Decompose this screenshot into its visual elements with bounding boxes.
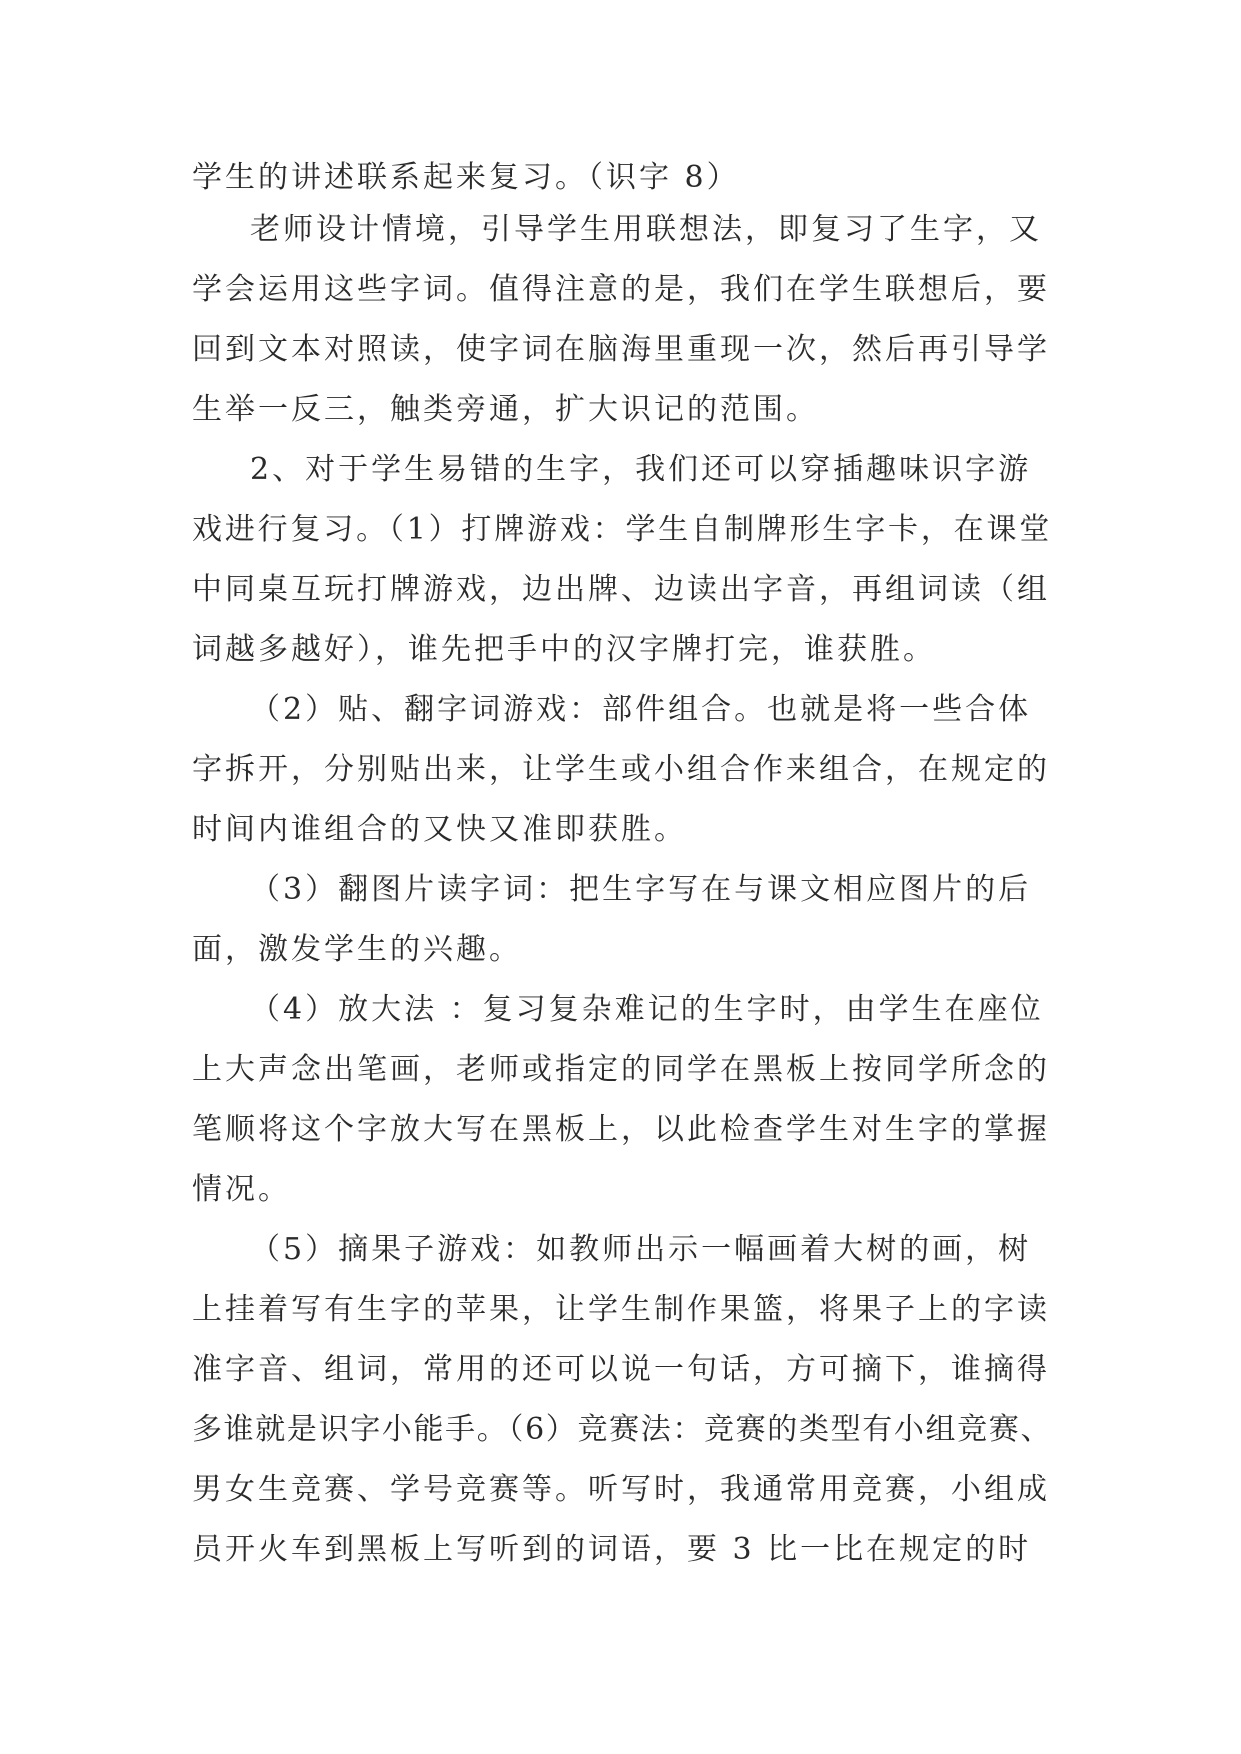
text-line: 情况。	[192, 1172, 291, 1207]
text-line: 老师设计情境，引导学生用联想法，即复习了生字，又	[250, 212, 1042, 247]
text-line: 2、对于学生易错的生字，我们还可以穿插趣味识字游	[250, 452, 1032, 487]
text-line: 时间内谁组合的又快又准即获胜。	[192, 812, 687, 847]
text-line: 笔顺将这个字放大写在黑板上，以此检查学生对生字的掌握	[192, 1112, 1050, 1147]
text-line: （5）摘果子游戏：如教师出示一幅画着大树的画，树	[250, 1232, 1032, 1267]
text-line: 员开火车到黑板上写听到的词语，要 3 比一比在规定的时	[192, 1532, 1032, 1567]
text-line: 多谁就是识字小能手。（6）竞赛法：竞赛的类型有小组竞赛、	[192, 1412, 1053, 1447]
text-line: 准字音、组词，常用的还可以说一句话，方可摘下，谁摘得	[192, 1352, 1050, 1387]
text-line: 男女生竞赛、学号竞赛等。听写时，我通常用竞赛，小组成	[192, 1472, 1050, 1507]
text-line: 上大声念出笔画，老师或指定的同学在黑板上按同学所念的	[192, 1052, 1050, 1087]
text-line: 面，激发学生的兴趣。	[192, 932, 522, 967]
text-line: 上挂着写有生字的苹果，让学生制作果篮，将果子上的字读	[192, 1292, 1050, 1327]
text-line: （4）放大法 ：复习复杂难记的生字时，由学生在座位	[250, 992, 1044, 1027]
text-line: 学会运用这些字词。值得注意的是，我们在学生联想后，要	[192, 272, 1050, 307]
text-line: （2）贴、翻字词游戏：部件组合。也就是将一些合体	[250, 692, 1032, 727]
text-line: 回到文本对照读，使字词在脑海里重现一次，然后再引导学	[192, 332, 1050, 367]
text-line: 生举一反三，触类旁通，扩大识记的范围。	[192, 392, 819, 427]
text-line: 戏进行复习。（1）打牌游戏：学生自制牌形生字卡，在课堂	[192, 512, 1053, 547]
text-line: 词越多越好），谁先把手中的汉字牌打完，谁获胜。	[192, 632, 936, 667]
text-line: 学生的讲述联系起来复习。（识字 8）	[192, 160, 740, 195]
text-line: 字拆开，分别贴出来，让学生或小组合作来组合，在规定的	[192, 752, 1050, 787]
text-line: （3）翻图片读字词：把生字写在与课文相应图片的后	[250, 872, 1032, 907]
text-line: 中同桌互玩打牌游戏，边出牌、边读出字音，再组词读（组	[192, 572, 1050, 607]
